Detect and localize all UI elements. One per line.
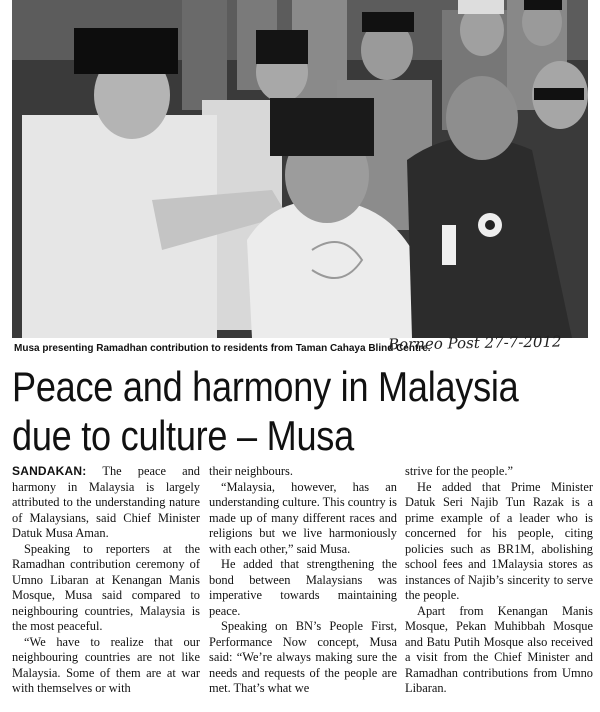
paragraph-text: The peace and harmony in Malaysia is largely attributed to the understanding nature of Malaysians, said Chief Minister Datuk Musa Aman. [12, 464, 200, 540]
paragraph: He added that Prime Minister Datuk Seri Najib Tun Razak is a prime example of a leader who is concerned for his people, citing policies such as BR1M, abolishing school fees and 1Malaysia stores as instances of Najib’s sincerity to serve the people. [405, 479, 593, 602]
photo-illustration [12, 0, 588, 338]
headline-line-1: Peace and harmony in Malaysia [12, 363, 519, 410]
paragraph: their neighbours. [209, 464, 293, 478]
news-photo [12, 0, 588, 338]
handwritten-source-note: Borneo Post 27-7-2012 [387, 332, 562, 354]
paragraph: Speaking on BN’s People First, Performance Now concept, Musa said: “We’re always making sure the needs and requests of the people are met. That’s what we [209, 619, 397, 695]
paragraph [12, 464, 200, 542]
article-column-2 [209, 464, 397, 697]
article-column-1 [12, 464, 200, 697]
paragraph: Speaking to reporters at the Ramadhan contribution ceremony of Umno Libaran at Kenangan Manis Mosque, Musa said compared to neighbouring countries, Malaysia is the most peaceful. [12, 541, 200, 633]
dateline: SANDAKAN: [12, 464, 87, 478]
photo-caption: Musa presenting Ramadhan contribution to residents from Taman Cahaya Blind Centre. [14, 343, 431, 354]
paragraph: “Malaysia, however, has an understanding culture. This country is made up of many different races and religions but we live harmoniously with each other,” said Musa. [209, 479, 398, 556]
headline [12, 362, 519, 460]
paragraph: strive for the people.” [405, 464, 514, 478]
headline-line-2: due to culture – Musa [12, 412, 354, 459]
paragraph: Apart from Kenangan Manis Mosque, Pekan Muhibbah Mosque and Batu Putih Mosque also received a visit from the Chief Minister and Ramadhan contributions from Umno Libaran. [405, 603, 593, 695]
paragraph: “We have to realize that our neighbouring countries are not like Malaysia. Some of them are at war with themselves or with [12, 634, 200, 695]
article-column-3 [405, 464, 593, 697]
article-body [12, 464, 592, 710]
paragraph: He added that strengthening the bond between Malaysians was imperative towards maintaining peace. [209, 557, 397, 618]
